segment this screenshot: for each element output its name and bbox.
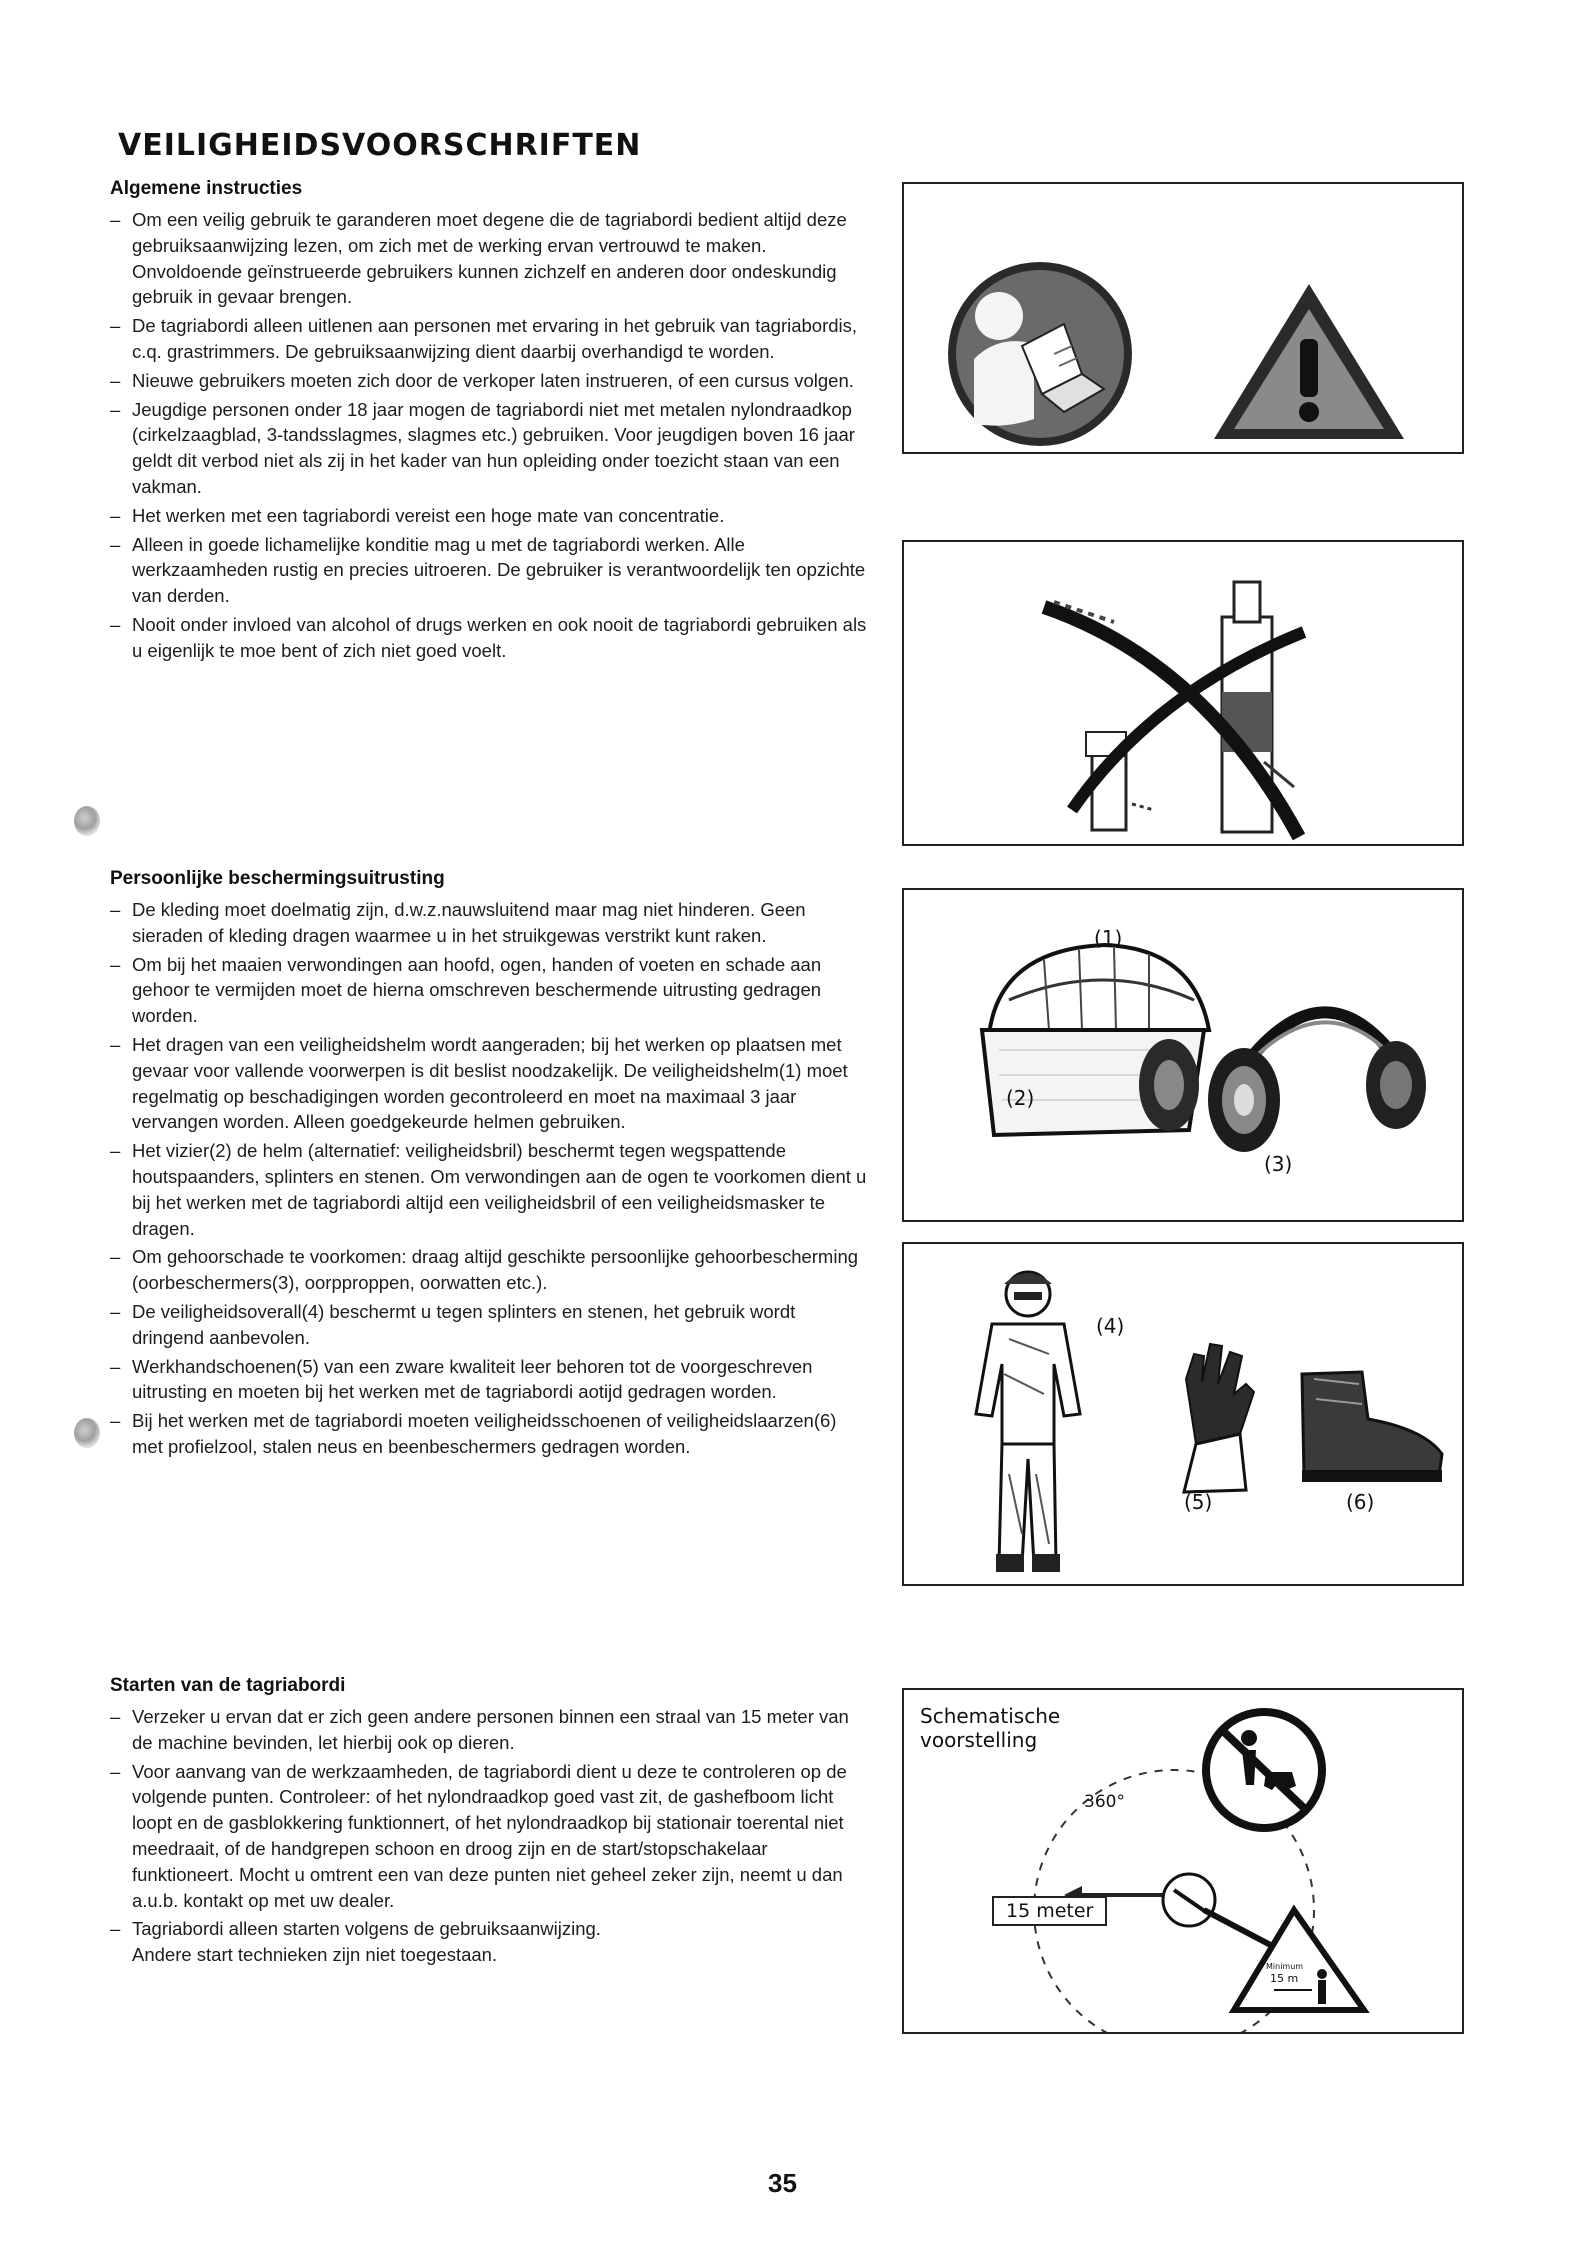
list-item: – Het dragen van een veiligheidshelm wordt aangeraden; bij het werken op plaatsen met gevaar voor vallende voorwerpen is dit beslist noodzakelijk. De veiligheidshelm(1) moet regelmatig op beschadigingen worden gecontroleerd en moet na maximaal 3 jaar vervangen worden. Alleen goedgekeurde helmen gebruiken. [110,1032,870,1135]
section-heading: Persoonlijke beschermingsuitrusting [110,868,445,889]
list-item: – Nieuwe gebruikers moeten zich door de verkoper laten instrueren, of een cursus volgen. [110,368,870,394]
no-alcohol-icon [904,542,1462,844]
label-gloves: (5) [1184,1490,1213,1514]
instruction-list [110,1704,870,1968]
section-general-instructions [110,178,870,667]
boots-icon [1302,1372,1442,1482]
list-item: – Verzeker u ervan dat er zich geen andere personen binnen een straal van 15 meter van de machine bevinden, let hierbij ook op dieren. [110,1704,870,1756]
section-heading: Algemene instructies [110,178,303,199]
instruction-list [110,207,870,664]
figure-no-alcohol [902,540,1464,846]
list-item: – Om gehoorschade te voorkomen: draag altijd geschikte persoonlijke gehoorbescherming (oorbeschermers(3), oorpproppen, oorwatten etc.). [110,1244,870,1296]
ear-protection-icon [1208,1012,1426,1152]
list-item: – Werkhandschoenen(5) van een zware kwaliteit leer behoren tot de voorgeschreven uitrusting en moeten bij het werken met de tagriabordi aotijd gedragen worden. [110,1354,870,1406]
helmet-icon [904,890,1462,1220]
list-item [110,1916,870,1968]
schematic-caption-line2: voorstelling [920,1728,1038,1752]
list-item: – De kleding moet doelmatig zijn, d.w.z.nauwsluitend maar mag niet hinderen. Geen sieraden of kleding dragen waarmee u in het struikgewas verstrikt kunt raken. [110,897,870,949]
list-item: – De tagriabordi alleen uitlenen aan personen met ervaring in het gebruik van tagriabordis, c.q. grastrimmers. De gebruiksaanwijzing dient daarbij overhandigd te worden. [110,313,870,365]
figure-clothing-gloves-boots [902,1242,1464,1586]
label-overall: (4) [1096,1314,1125,1338]
schematic-caption-line1: Schematische [920,1704,1061,1728]
minimum-distance-sign-icon [1234,1910,1364,2010]
figure-safety-distance-schematic [902,1688,1464,2034]
list-item-text: Tagriabordi alleen starten volgens de gebruiksaanwijzing. [132,1918,601,1940]
label-helmet: (1) [1094,926,1123,950]
gloves-icon [1184,1344,1254,1492]
list-item: – Het werken met een tagriabordi vereist een hoge mate van concentratie. [110,503,870,529]
page-title: VEILIGHEIDSVOORSCHRIFTEN [118,128,642,163]
list-item: – Om bij het maaien verwondingen aan hoofd, ogen, handen of voeten en schade aan gehoor te vermijden moet de hierna omschreven beschermende uitrusting gedragen worden. [110,952,870,1029]
sign-distance-label: 15 m [1270,1972,1299,1985]
schematic-distance-label: 15 meter [992,1896,1107,1926]
list-item: – De veiligheidsoverall(4) beschermt u tegen splinters en stenen, het gebruik wordt dringend aanbevolen. [110,1299,870,1351]
label-boots: (6) [1346,1490,1375,1514]
read-manual-icon [904,184,1462,452]
list-item: – Om een veilig gebruik te garanderen moet degene die de tagriabordi bedient altijd deze gebruiksaanwijzing lezen, om zich met de werking ervan vertrouwd te maken. Onvoldoende geïnstrueerde gebruikers kunnen zichzelf en anderen door ondeskundig gebruik in gevaar brengen. [110,207,870,310]
label-ear-protection: (3) [1264,1152,1293,1176]
list-item: – Bij het werken met de tagriabordi moeten veiligheidsschoenen of veiligheidslaarzen(6) met profielzool, stalen neus en beenbeschermers gedragen worden. [110,1408,870,1460]
figure-helmet-ear-protection [902,888,1464,1222]
sign-minimum-label: Minimum [1266,1962,1304,1971]
instruction-list [110,897,870,1460]
section-protective-equipment [110,868,870,1463]
figure-read-manual-warning [902,182,1464,454]
list-item: – Het vizier(2) de helm (alternatief: veiligheidsbril) beschermt tegen wegspattende houtspaanders, splinters en stenen. Om verwondingen aan de ogen te voorkomen dient u bij het werken met de tagriabordi altijd een veiligheidsbril of een veiligheidsmasker te dragen. [110,1138,870,1241]
punch-hole [74,806,100,836]
label-visor: (2) [1006,1086,1035,1110]
list-item: – Nooit onder invloed van alcohol of drugs werken en ook nooit de tagriabordi gebruiken als u eigenlijk te moe bent of zich niet goed voelt. [110,612,870,664]
list-item: – Voor aanvang van de werkzaamheden, de tagriabordi dient u deze te controleren op de volgende punten. Controleer: of het nylondraadkop goed vast zit, de gashefboom licht loopt en de gasblokkering funktionnert, of het nylondraadkop bij stationair toerental niet meedraait, of de handgrepen schoon en droog zijn en de start/stopschakelaar funktioneert. Mocht u omtrent een van deze punten niet geheel zeker zijn, neemt u dan a.u.b. kontakt op met uw dealer. [110,1759,870,1914]
warning-triangle-icon [1214,284,1404,439]
schematic-angle-label: 360° [1084,1792,1125,1812]
punch-hole [74,1418,100,1448]
page-number: 35 [768,2168,797,2198]
no-persons-sign-icon [1206,1712,1322,1828]
list-item-continuation: Andere start technieken zijn niet toegestaan. [132,1944,498,1966]
list-item: – Jeugdige personen onder 18 jaar mogen de tagriabordi niet met metalen nylondraadkop (cirkelzaagblad, 3-tandsslagmes, slagmes etc.) gebruiken. Voor jeugdigen boven 16 jaar geldt dit verbod niet als zij in het kader van hun opleiding onder toezicht staan van een vakman. [110,397,870,500]
section-heading: Starten van de tagriabordi [110,1675,346,1696]
safety-overall-icon [904,1244,1462,1584]
section-starting [110,1675,870,1971]
list-item: – Alleen in goede lichamelijke konditie mag u met de tagriabordi werken. Alle werkzaamheden rustig en precies uitroeren. De gebruiker is verantwoordelijk ten opzichte van derden. [110,532,870,609]
